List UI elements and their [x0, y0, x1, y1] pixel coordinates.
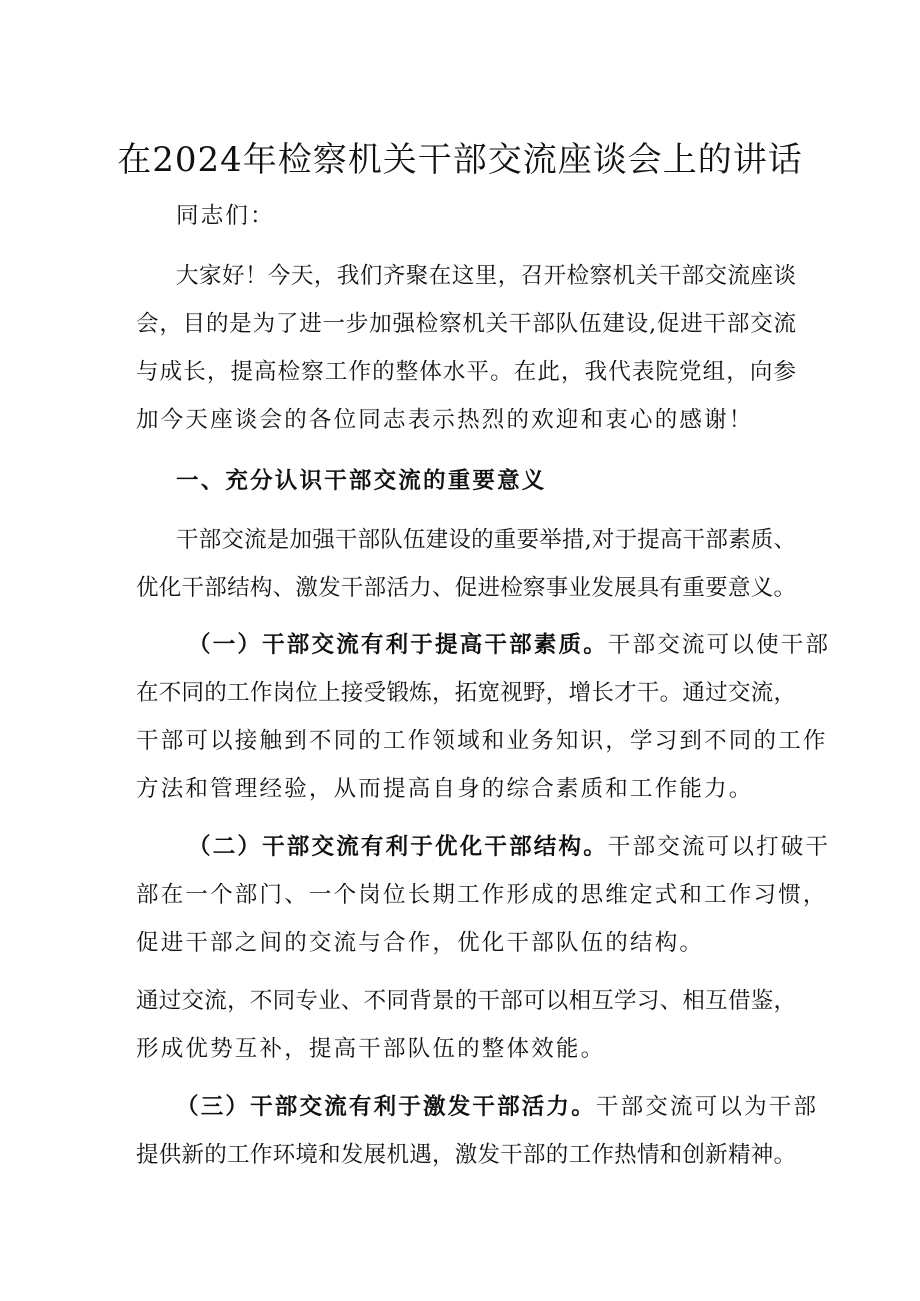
section-heading: 一、充分认识干部交流的重要意义: [176, 468, 547, 494]
point-1-heading: （一）干部交流有利于提高干部素质。: [188, 632, 608, 658]
intro-line-4: 加今天座谈会的各位同志表示热烈的欢迎和衷心的感谢！: [136, 407, 754, 433]
point-2-first-line: [188, 832, 831, 862]
point-3-first-line: [176, 1092, 819, 1122]
point-1-line-4: 方法和管理经验，从而提高自身的综合素质和工作能力。: [136, 776, 754, 802]
intro-line-2: 会，目的是为了进一步加强检察机关干部队伍建设,促进干部交流: [136, 311, 796, 337]
point-3-line-2: 提供新的工作环境和发展机遇，激发干部的工作热情和创新精神。: [136, 1142, 796, 1168]
document-title: 在2024年检察机关干部交流座谈会上的讲话: [117, 140, 803, 180]
intro-line-1: 大家好！今天，我们齐聚在这里，召开检察机关干部交流座谈: [176, 263, 796, 289]
point-2-line-2: 部在一个部门、一个岗位长期工作形成的思维定式和工作习惯，: [136, 882, 828, 908]
point-3-heading: （三）干部交流有利于激发干部活力。: [176, 1094, 596, 1120]
point-2-line-3: 促进干部之间的交流与合作，优化干部队伍的结构。: [136, 930, 705, 956]
point-2-cont-line-1: 通过交流，不同专业、不同背景的干部可以相互学习、相互借鉴，: [136, 988, 796, 1014]
point-1-first-line: [188, 630, 831, 660]
point-2-text: 干部交流可以打破干: [607, 834, 831, 860]
intro-line-3: 与成长，提高检察工作的整体水平。在此，我代表院党组，向参: [136, 359, 796, 385]
point-1-line-3: 干部可以接触到不同的工作领域和业务知识，学习到不同的工作: [136, 728, 828, 754]
point-1-line-2: 在不同的工作岗位上接受锻炼，拓宽视野，增长才干。通过交流，: [136, 680, 796, 706]
greeting: 同志们：: [176, 203, 275, 229]
point-3-text: 干部交流可以为干部: [595, 1094, 819, 1120]
section-para-line-2: 优化干部结构、激发干部活力、促进检察事业发展具有重要意义。: [136, 575, 796, 601]
point-2-heading: （二）干部交流有利于优化干部结构。: [188, 834, 608, 860]
point-2-cont-line-2: 形成优势互补，提高干部队伍的整体效能。: [136, 1036, 606, 1062]
point-1-text: 干部交流可以使干部: [607, 632, 831, 658]
section-para-line-1: 干部交流是加强干部队伍建设的重要举措,对于提高干部素质、: [176, 527, 796, 553]
